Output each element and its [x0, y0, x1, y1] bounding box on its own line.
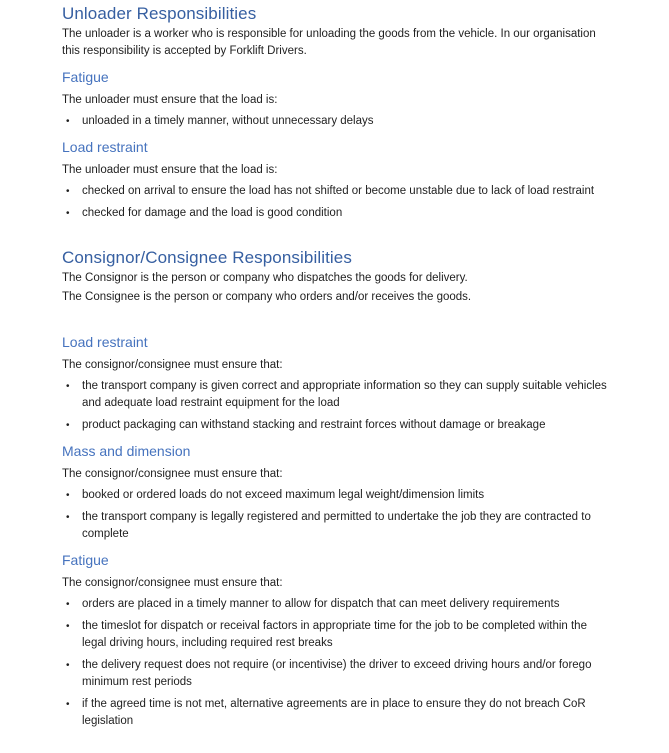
subsection-heading-fatigue-consignor: Fatigue	[62, 552, 109, 568]
bullet-list	[62, 113, 608, 130]
subsection-heading-load-restraint-consignor: Load restraint	[62, 334, 148, 350]
section-heading-unloader: Unloader Responsibilities	[62, 4, 257, 23]
bullet-text: checked on arrival to ensure the load has not shifted or become unstable due to lack of load restraint	[82, 185, 595, 197]
bullet-icon: •	[66, 699, 70, 710]
bullet-text: the transport company is legally registered and permitted to undertake the job they are contracted to complete	[82, 511, 591, 540]
bullet-icon: •	[66, 660, 70, 671]
bullet-list	[62, 378, 608, 434]
bullet-text: the transport company is given correct and appropriate information so they can supply suitable vehicles and adequate load restraint equipment for the load	[82, 380, 607, 409]
bullet-list	[62, 487, 608, 543]
bullet-item	[62, 417, 608, 434]
paragraph-consignor-definition: The Consignor is the person or company who dispatches the goods for delivery.	[62, 272, 468, 284]
paragraph-consignee-definition: The Consignee is the person or company who orders and/or receives the goods.	[62, 291, 472, 303]
paragraph-unloader-intro: The unloader is a worker who is responsible for unloading the goods from the vehicle. In our organisation this responsibility is accepted by Forklift Drivers.	[62, 28, 596, 57]
bullet-text: orders are placed in a timely manner to allow for dispatch that can meet delivery requirements	[82, 598, 560, 610]
bullet-item	[62, 183, 608, 200]
bullet-item	[62, 509, 608, 543]
bullet-item	[62, 618, 608, 652]
bullet-icon: •	[66, 599, 70, 610]
bullet-item	[62, 487, 608, 504]
subsection-heading-fatigue-unloader: Fatigue	[62, 69, 109, 85]
bullet-icon: •	[66, 490, 70, 501]
subsection-heading-load-restraint-unloader: Load restraint	[62, 139, 148, 155]
bullet-text: the timeslot for dispatch or receival factors in appropriate time for the job to be completed within the legal driving hours, including required rest breaks	[82, 620, 587, 649]
bullet-text: checked for damage and the load is good condition	[82, 207, 343, 219]
bullet-text: booked or ordered loads do not exceed maximum legal weight/dimension limits	[82, 489, 485, 501]
bullet-text: product packaging can withstand stacking and restraint forces without damage or breakage	[82, 419, 546, 431]
subsection-heading-mass-and-dimension: Mass and dimension	[62, 443, 191, 459]
paragraph-lead: The consignor/consignee must ensure that:	[62, 468, 283, 480]
bullet-icon: •	[66, 208, 70, 219]
section-heading-consignor-consignee: Consignor/Consignee Responsibilities	[62, 248, 352, 267]
bullet-text: the delivery request does not require (or incentivise) the driver to exceed driving hours and/or forego minimum rest periods	[82, 659, 592, 688]
bullet-item	[62, 378, 608, 412]
bullet-text: if the agreed time is not met, alternative agreements are in place to ensure they do not breach CoR legislation	[82, 698, 586, 727]
bullet-list	[62, 183, 608, 222]
bullet-list	[62, 596, 608, 730]
bullet-text: unloaded in a timely manner, without unnecessary delays	[82, 115, 374, 127]
bullet-item	[62, 596, 608, 613]
bullet-icon: •	[66, 420, 70, 431]
bullet-item	[62, 205, 608, 222]
paragraph-lead: The consignor/consignee must ensure that:	[62, 577, 283, 589]
paragraph-lead: The unloader must ensure that the load is:	[62, 94, 278, 106]
bullet-icon: •	[66, 116, 70, 127]
bullet-item	[62, 113, 608, 130]
bullet-item	[62, 696, 608, 730]
paragraph-lead: The consignor/consignee must ensure that:	[62, 359, 283, 371]
bullet-icon: •	[66, 186, 70, 197]
bullet-icon: •	[66, 621, 70, 632]
bullet-icon: •	[66, 512, 70, 523]
paragraph-lead: The unloader must ensure that the load is:	[62, 164, 278, 176]
bullet-icon: •	[66, 381, 70, 392]
bullet-item	[62, 657, 608, 691]
